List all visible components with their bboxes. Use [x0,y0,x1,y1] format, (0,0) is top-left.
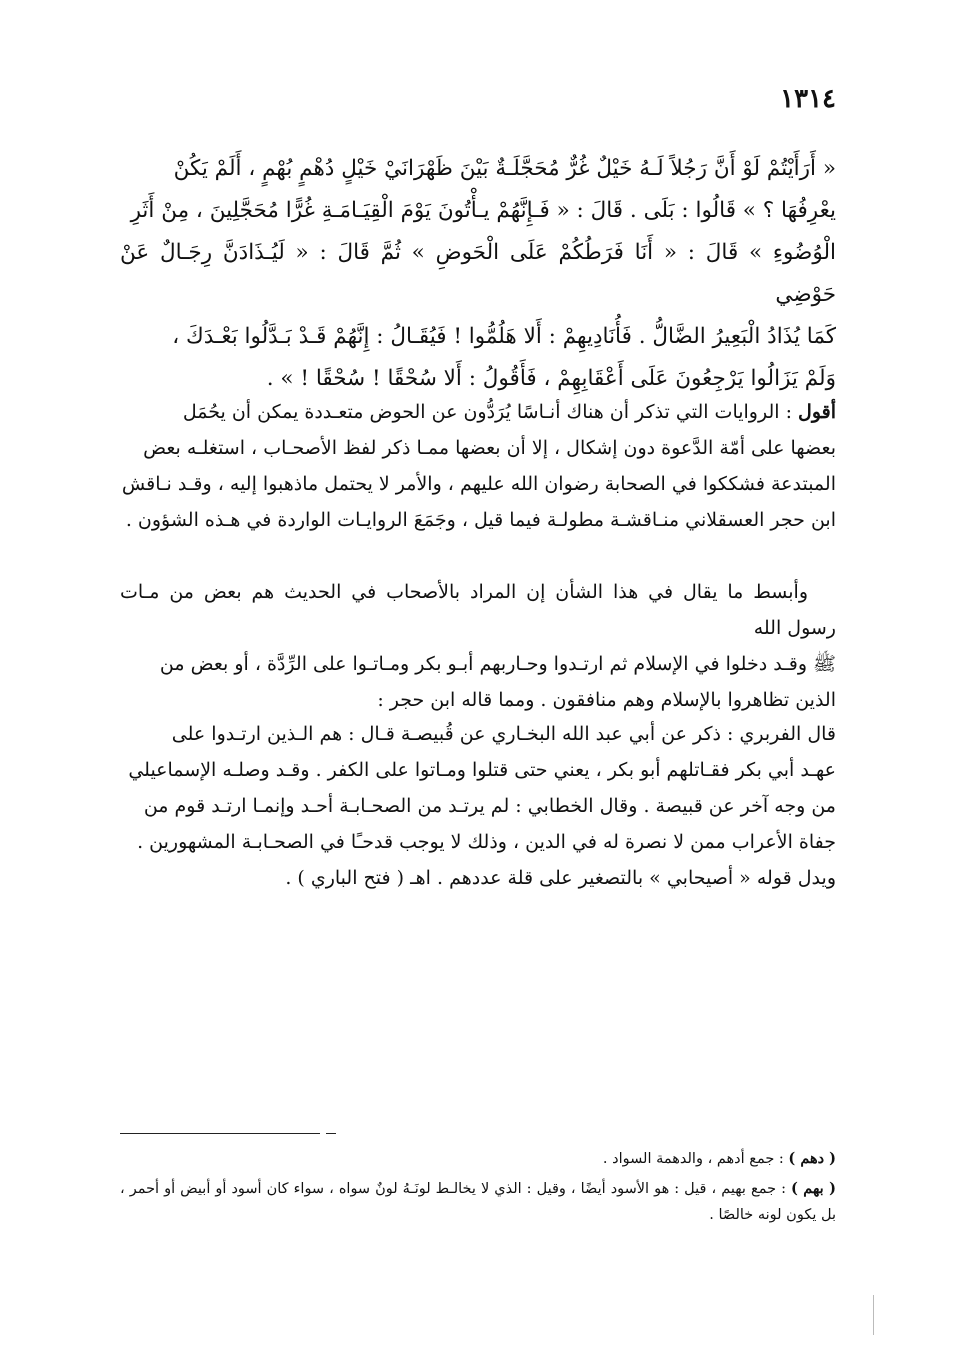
explanation-paragraph [120,574,836,718]
hadith-line: كَمَا يُذَادُ الْبَعِيرُ الضَّالُّ . فَأُنَادِيهِمْ : أَلا هَلُمُّوا ! فَيُقَـالُ : إِنَّهُمْ قَـدْ بَـدَّلُوا بَعْـدَكَ ، [172,324,836,349]
explanation-line [120,574,836,646]
quotation-line: ويدل قوله « أصيحابي » بالتصغير على قلة عددهم . اهـ ( فتح الباري ) . [285,867,836,889]
scan-margin-line [873,1295,874,1335]
hadith-line: يعْرِفُهَا ؟ » قَالُوا : بَلَى . قَالَ : « فَـإِنَّهُمْ يـأْتُونَ يَوْمَ الْقِيَـامَـةِ غُرًّا مُحَجَّلِينَ ، مِنْ أَثَرِ [130,198,836,223]
footnote [120,1146,836,1172]
commentary-line: ابن حجر العسقلاني منـاقشـة مطولـة فيما قيل ، وجَمَعَ الروايـات الواردة في هـذه الشؤون . [125,509,836,531]
hadith-line: « أَرَأَيْتُمْ لَوْ أَنَّ رَجُلاً لَـهُ خَيْلٌ غُرٌّ مُحَجَّلَـةٌ بَيْنَ ظَهْرَانَيْ خَيْلٍ دُهْمٍ بُهْمٍ ، أَلَمْ يَكُنْ [173,156,836,181]
explanation-line: ﷺ وقـد دخلوا في الإسلام ثم ارتـدوا وحـاربهم أبـو بكر ومـاتـوا على الرِّدَّة ، أو بعض من [159,653,836,675]
footnote-divider-dash [326,1133,336,1134]
quotation-line: قال الفربري : ذكر عن أبي عبد الله البخـاري عن قُبيصـة قـال : هم الـذين ارتـدوا على [171,723,836,745]
quotation-line: عهـد أبي بكر فقـاتلهم أبو بكر ، يعني حتى قتلوا ومـاتوا على الكفر . وقـد وصلـه الإسماعيلي [128,759,836,781]
explanation-line: الذين تظاهروا بالإسلام وهم منافقون . ومما قاله ابن حجر : [377,689,836,711]
hadith-line: الْوُضُوءِ » قَالَ : « أَنَا فَرَطُكُمْ عَلَى الْحَوضِ » ثُمَّ قَالَ : « لَيُـذَادَنَّ رِجَـالٌ عَنْ حَوْضِي [120,240,836,307]
explanation-text: وأبسط ما يقال في هذا الشأن إن المراد بالأصحاب في الحديث هم بعض من مـات رسول الله [120,581,836,639]
footnote-text: : جمع بهيم ، قيل : هو الأسود أيضًا ، وقيل : الذي لا يخالـط لونَـهُ لونٌ سواه ، سواء كان أسود أو أبيض أو أحمر ، بل يكون لونه خالصًا . [120,1181,836,1223]
quotation-paragraph [120,716,836,896]
footnote-text: : جمع أدهم ، والدهمة السواد . [602,1151,784,1167]
footnote [120,1176,836,1228]
commentary-line [120,394,836,430]
footnotes [120,1146,836,1232]
commentary-text: : الروايات التي تذكر أن هناك أنـاسًا يُرَدُّون عن الحوض متعـددة يمكن أن يحُمَل [182,401,792,423]
footnote-divider [120,1133,320,1134]
quotation-line: من وجه آخر عن قبيصة . وقال الخطابي : لم يرتـد من الصحـابـة أحـد وإنمـا ارتـد قوم من [143,795,836,817]
hadith-line: وَلَمْ يَزَالُوا يَرْجِعُونَ عَلَى أَعْقَابِهِمْ ، فَأَقُولُ : أَلا سُحْقًا ! سُحْقًا ! » . [266,366,836,391]
hadith-quote [120,148,836,400]
footnote-term: ( بهم ) [790,1180,837,1197]
quotation-line: جفاة الأعراب ممن لا نصرة له في الدين ، وذلك لا يوجب قدحـًا في الصحـابـة المشهورين . [137,831,836,853]
commentary-line: المبتدعة فشككوا في الصحابة رضوان الله عليهم ، والأمر لا يحتمل ماذهبوا إليه ، وقـد نـاقش [121,473,836,495]
commentary-line: بعضها على أمّة الدَّعوة دون إشكال ، إلا أن بعضها ممـا ذكر لفظ الأصحـاب ، استغلـه بعض [143,437,836,459]
page-number: ١٣١٤ [780,84,836,114]
footnote-term: ( دهم ) [788,1150,836,1167]
lead-word: أقول [798,401,836,423]
commentary-paragraph [120,394,836,538]
